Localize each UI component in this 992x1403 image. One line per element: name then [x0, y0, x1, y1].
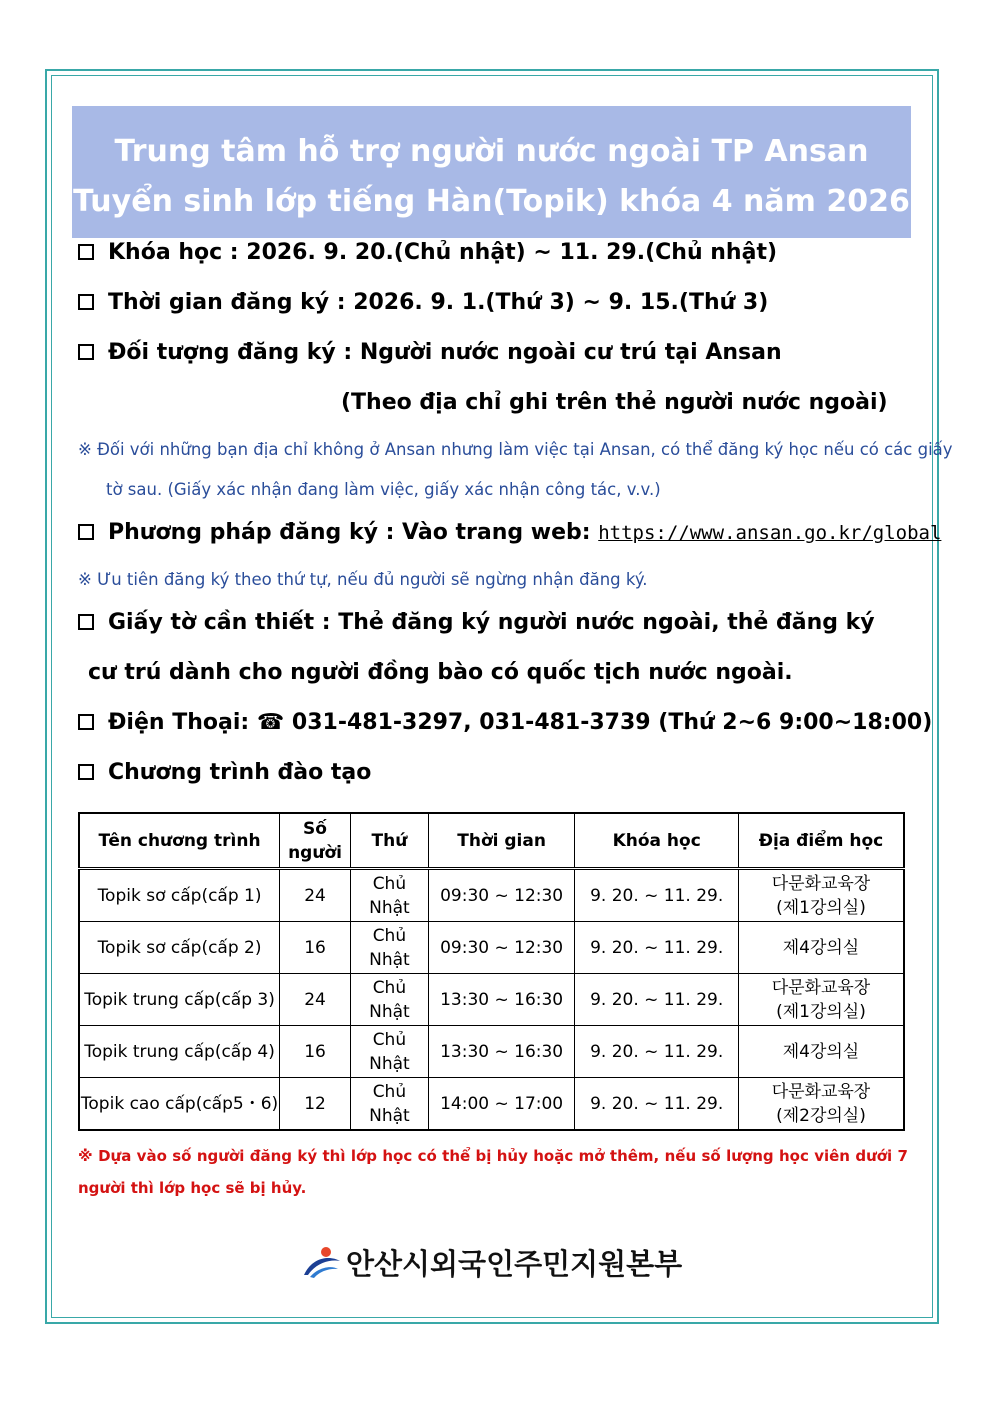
title-line-2: Tuyển sinh lớp tiếng Hàn(Topik) khóa 4 năm 2026	[73, 184, 910, 219]
cell-time: 09:30 ~ 12:30	[428, 869, 575, 922]
cell-day	[350, 1026, 428, 1078]
cell-day-line-2: Nhật	[369, 1105, 410, 1126]
cell-count: 16	[280, 922, 351, 974]
organization-logo	[302, 1244, 682, 1280]
header-program-name: Tên chương trình	[79, 813, 280, 869]
table-row	[79, 974, 904, 1026]
cell-day-line-2: Nhật	[369, 1001, 410, 1022]
checkbox-icon	[78, 524, 94, 540]
item-program-text: Chương trình đào tạo	[108, 760, 372, 785]
registration-link[interactable]: https://www.ansan.go.kr/global	[598, 522, 942, 544]
cell-place	[738, 869, 904, 922]
cell-program-name: Topik sơ cấp(cấp 2)	[79, 922, 280, 974]
footer-cancel-note: ※ Dựa vào số người đăng ký thì lớp học có thể bị hủy hoặc mở thêm, nếu số lượng học viên dưới 7 người thì lớp học sẽ bị hủy.	[78, 1147, 908, 1197]
header-time: Thời gian	[428, 813, 575, 869]
item-registration-time-text: Thời gian đăng ký : 2026. 9. 1.(Thứ 3) ~ 9. 15.(Thứ 3)	[108, 290, 769, 315]
checkbox-icon	[78, 764, 94, 780]
item-method	[78, 520, 941, 545]
cell-day-line-1: Chủ	[372, 1029, 407, 1050]
cell-time: 09:30 ~ 12:30	[428, 922, 575, 974]
cell-count: 12	[280, 1078, 351, 1131]
item-target-sub: (Theo địa chỉ ghi trên thẻ người nước ngoài)	[341, 390, 888, 415]
cell-place-line-1: 다문화교육장	[771, 1081, 871, 1102]
item-course-text: Khóa học : 2026. 9. 20.(Chủ nhật) ~ 11. 29.(Chủ nhật)	[108, 240, 778, 265]
cell-place-line-2: (제1강의실)	[776, 1001, 866, 1022]
item-phone-text: Điện Thoại: ☎ 031-481-3297, 031-481-3739 (Thứ 2~6 9:00~18:00)	[108, 710, 933, 735]
cell-place	[738, 974, 904, 1026]
header-count-line-2: người	[288, 842, 342, 863]
table-header-row	[79, 813, 904, 869]
cell-day	[350, 974, 428, 1026]
note-priority: ※ Ưu tiên đăng ký theo thứ tự, nếu đủ người sẽ ngừng nhận đăng ký.	[78, 570, 648, 589]
ansan-logo-icon	[302, 1245, 342, 1279]
cell-program-name: Topik sơ cấp(cấp 1)	[79, 869, 280, 922]
checkbox-icon	[78, 344, 94, 360]
checkbox-icon	[78, 244, 94, 260]
header-place: Địa điểm học	[738, 813, 904, 869]
cell-place-line-2: (제2강의실)	[776, 1105, 866, 1126]
cell-place-line-2: (제1강의실)	[776, 897, 866, 918]
item-documents-text: Giấy tờ cần thiết : Thẻ đăng ký người nước ngoài, thẻ đăng ký	[108, 610, 875, 635]
checkbox-icon	[78, 614, 94, 630]
cell-program-name: Topik trung cấp(cấp 4)	[79, 1026, 280, 1078]
item-phone	[78, 710, 932, 735]
cell-place	[738, 1078, 904, 1131]
cell-day-line-1: Chủ	[372, 873, 407, 894]
cell-course: 9. 20. ~ 11. 29.	[575, 922, 739, 974]
item-target	[78, 340, 782, 365]
table-row	[79, 1078, 904, 1131]
item-registration-time	[78, 290, 768, 315]
cell-day	[350, 922, 428, 974]
table-row	[79, 922, 904, 974]
cell-day-line-2: Nhật	[369, 1053, 410, 1074]
table-row	[79, 1026, 904, 1078]
cell-place: 제4강의실	[738, 1026, 904, 1078]
item-course	[78, 240, 777, 265]
header-count	[280, 813, 351, 869]
checkbox-icon	[78, 714, 94, 730]
header-count-line-1: Số	[303, 818, 327, 839]
table-row	[79, 869, 904, 922]
schedule-table	[78, 812, 905, 1131]
cell-course: 9. 20. ~ 11. 29.	[575, 1026, 739, 1078]
cell-count: 24	[280, 869, 351, 922]
item-program	[78, 760, 371, 785]
cell-day-line-1: Chủ	[372, 1081, 407, 1102]
cell-place-line-1: 다문화교육장	[771, 873, 871, 894]
note-address-line-1: ※ Đối với những bạn địa chỉ không ở Ansan nhưng làm việc tại Ansan, có thể đăng ký học nếu có các giấy	[78, 440, 953, 459]
cell-day-line-2: Nhật	[369, 897, 410, 918]
cell-day	[350, 869, 428, 922]
cell-day-line-2: Nhật	[369, 949, 410, 970]
note-address-line-2: tờ sau. (Giấy xác nhận đang làm việc, giấy xác nhận công tác, v.v.)	[106, 480, 661, 499]
cell-course: 9. 20. ~ 11. 29.	[575, 974, 739, 1026]
header-day: Thứ	[350, 813, 428, 869]
cell-day-line-1: Chủ	[372, 925, 407, 946]
cell-time: 14:00 ~ 17:00	[428, 1078, 575, 1131]
cell-time: 13:30 ~ 16:30	[428, 1026, 575, 1078]
cell-course: 9. 20. ~ 11. 29.	[575, 869, 739, 922]
item-documents	[78, 610, 875, 635]
cell-day-line-1: Chủ	[372, 977, 407, 998]
item-method-text: Phương pháp đăng ký : Vào trang web:	[108, 520, 591, 545]
cell-place: 제4강의실	[738, 922, 904, 974]
cell-count: 16	[280, 1026, 351, 1078]
cell-program-name: Topik cao cấp(cấp5・6)	[79, 1078, 280, 1131]
organization-name: 안산시외국인주민지원본부	[346, 1246, 683, 1281]
item-target-text: Đối tượng đăng ký : Người nước ngoài cư trú tại Ansan	[108, 340, 782, 365]
title-banner	[72, 106, 911, 238]
cell-place-line-1: 다문화교육장	[771, 977, 871, 998]
cell-day	[350, 1078, 428, 1131]
checkbox-icon	[78, 294, 94, 310]
cell-program-name: Topik trung cấp(cấp 3)	[79, 974, 280, 1026]
title-line-1: Trung tâm hỗ trợ người nước ngoài TP Ansan	[114, 134, 869, 169]
cell-course: 9. 20. ~ 11. 29.	[575, 1078, 739, 1131]
item-documents-line-2: cư trú dành cho người đồng bào có quốc tịch nước ngoài.	[88, 660, 793, 685]
cell-time: 13:30 ~ 16:30	[428, 974, 575, 1026]
cell-count: 24	[280, 974, 351, 1026]
header-course: Khóa học	[575, 813, 739, 869]
